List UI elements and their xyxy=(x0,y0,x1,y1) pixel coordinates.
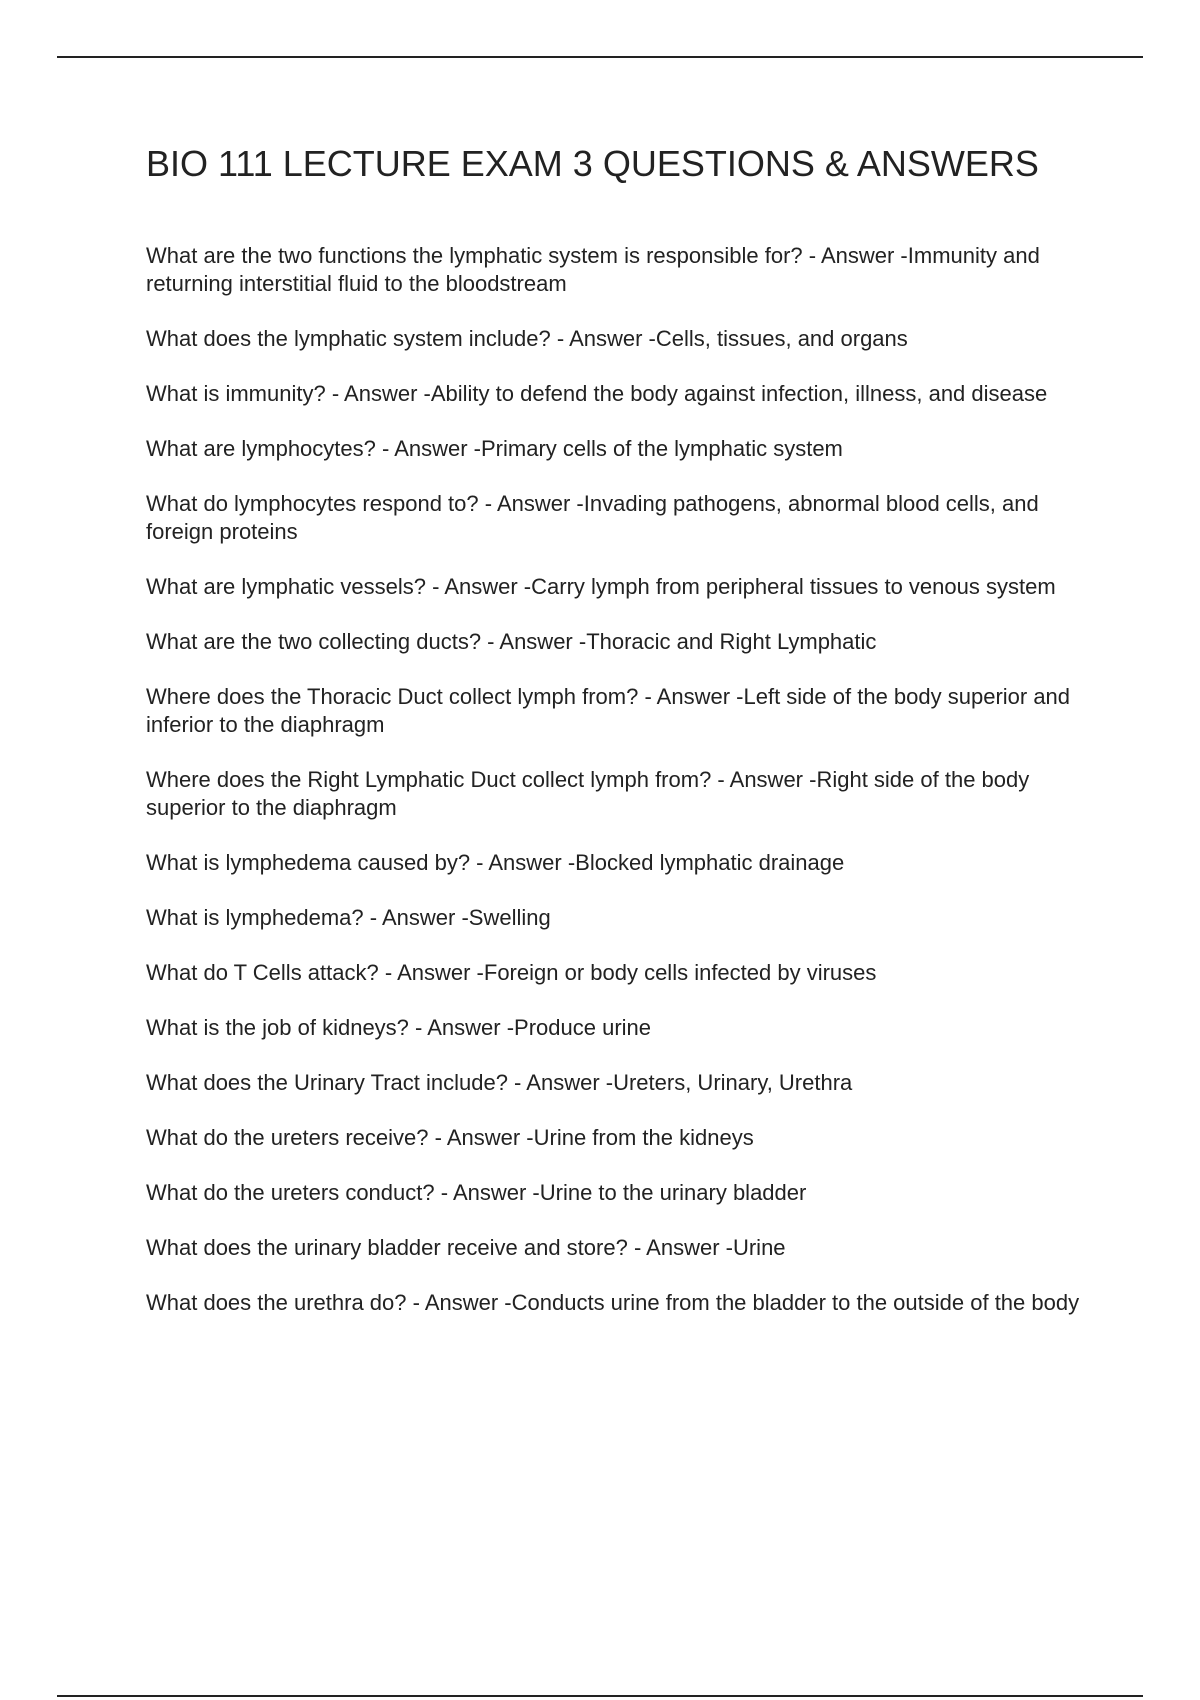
qa-item: What do the ureters conduct? - Answer -Urine to the urinary bladder xyxy=(146,1180,807,1205)
qa-item: What do the ureters receive? - Answer -Urine from the kidneys xyxy=(146,1125,754,1150)
qa-item: What does the urinary bladder receive and store? - Answer -Urine xyxy=(146,1235,786,1260)
qa-item: What is lymphedema? - Answer -Swelling xyxy=(146,905,551,930)
qa-item: What is immunity? - Answer -Ability to defend the body against infection, illness, and disease xyxy=(146,381,1048,406)
qa-list xyxy=(146,242,1096,1344)
qa-item: What are lymphatic vessels? - Answer -Carry lymph from peripheral tissues to venous system xyxy=(146,574,1056,599)
qa-item: What is lymphedema caused by? - Answer -Blocked lymphatic drainage xyxy=(146,850,845,875)
qa-item: What are lymphocytes? - Answer -Primary cells of the lymphatic system xyxy=(146,436,843,461)
qa-item: What does the urethra do? - Answer -Conducts urine from the bladder to the outside of the body xyxy=(146,1290,1080,1315)
page-title: BIO 111 LECTURE EXAM 3 QUESTIONS & ANSWERS xyxy=(146,143,1039,184)
qa-item: Where does the Thoracic Duct collect lymph from? - Answer -Left side of the body superior and inferior to the diaphragm xyxy=(146,684,1071,737)
top-divider xyxy=(57,56,1143,58)
qa-item: What is the job of kidneys? - Answer -Produce urine xyxy=(146,1015,652,1040)
bottom-divider xyxy=(57,1695,1143,1697)
qa-item: What does the lymphatic system include? - Answer -Cells, tissues, and organs xyxy=(146,326,908,351)
qa-item: What are the two functions the lymphatic system is responsible for? - Answer -Immunity and returning interstitial fluid to the bloodstream xyxy=(146,243,1040,296)
qa-item: Where does the Right Lymphatic Duct collect lymph from? - Answer -Right side of the body superior to the diaphragm xyxy=(146,767,1030,820)
qa-item: What do lymphocytes respond to? - Answer -Invading pathogens, abnormal blood cells, and foreign proteins xyxy=(146,491,1039,544)
qa-item: What does the Urinary Tract include? - Answer -Ureters, Urinary, Urethra xyxy=(146,1070,853,1095)
qa-item: What do T Cells attack? - Answer -Foreign or body cells infected by viruses xyxy=(146,960,877,985)
qa-item: What are the two collecting ducts? - Answer -Thoracic and Right Lymphatic xyxy=(146,629,877,654)
